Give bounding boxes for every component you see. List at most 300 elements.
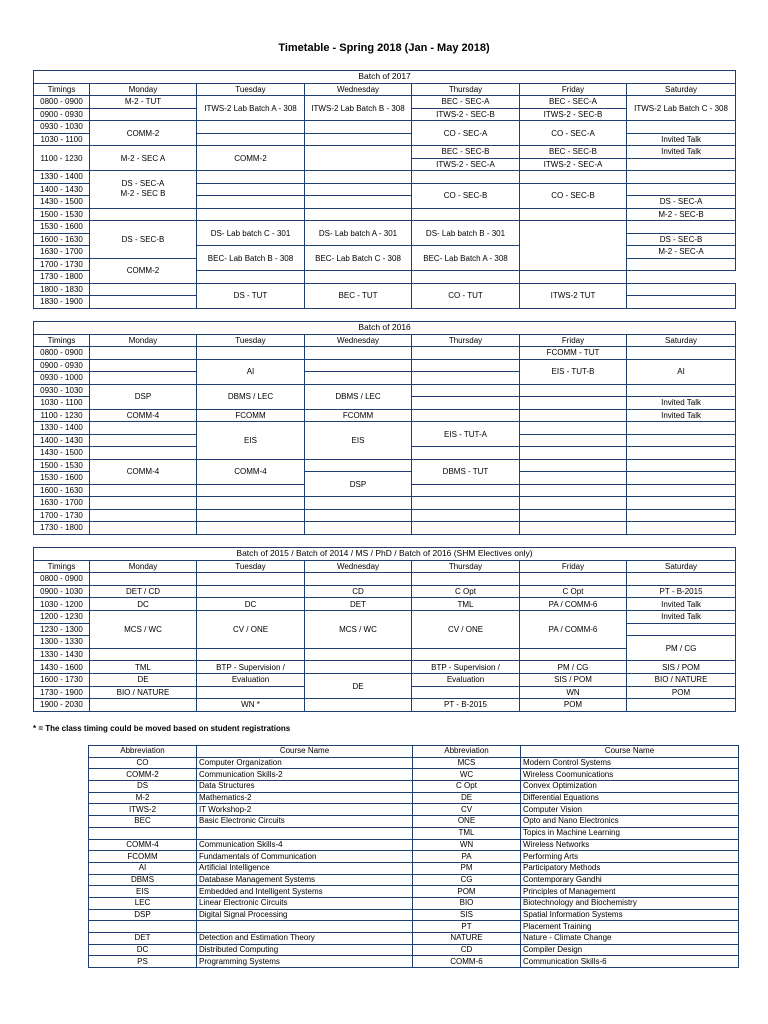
class-cell: BEC- Lab Batch C - 308 [305,246,412,271]
empty-cell [520,472,627,485]
course-name: Data Structures [197,781,413,793]
empty-cell [412,347,520,360]
class-cell: Invited Talk [627,146,736,159]
empty-cell [627,434,736,447]
col-header: Saturday [627,83,736,96]
class-cell: CO - SEC-A [412,121,520,146]
empty-cell [412,384,520,397]
class-cell: DS - SEC-A [627,196,736,209]
empty-cell [197,121,305,134]
table-row [89,839,739,851]
timing-cell: 0900 - 0930 [34,359,90,372]
class-cell: POM [520,699,627,712]
class-cell: FCOMM [305,409,412,422]
empty-cell [627,522,736,535]
class-cell: DET / CD [90,585,197,598]
class-cell: Evaluation [412,673,520,686]
class-cell: PM / CG [520,661,627,674]
empty-cell [197,648,305,661]
timing-cell: 1100 - 1230 [34,146,90,171]
empty-cell [627,484,736,497]
abbreviation: M-2 [89,792,197,804]
abbreviation: AI [89,862,197,874]
table-row [89,769,739,781]
course-name: IT Workshop-2 [197,804,413,816]
course-name: Opto and Nano Electronics [521,816,739,828]
class-cell: ITWS-2 Lab Batch B - 308 [305,96,412,121]
empty-cell [520,509,627,522]
class-line: DS - SEC-A M-2 - SEC B [120,179,166,199]
empty-cell [520,459,627,472]
empty-cell [412,409,520,422]
course-name: Spatial Information Systems [521,909,739,921]
class-cell: FCOMM - TUT [520,347,627,360]
table-row [89,933,739,945]
empty-cell [627,171,736,184]
abbreviation: FCOMM [89,851,197,863]
col-header: Saturday [627,560,736,573]
abbreviation: DE [413,792,521,804]
class-cell: EIS [197,422,305,460]
class-cell: DBMS - TUT [412,459,520,484]
abbreviation: DET [89,933,197,945]
abbreviation: TML [413,827,521,839]
class-cell: PM / CG [627,636,736,661]
class-cell: C Opt [412,585,520,598]
table-row [89,897,739,909]
abbreviation: BEC [89,816,197,828]
empty-cell [90,296,197,309]
class-cell: COMM-2 [90,258,197,283]
timing-cell: 0930 - 1000 [34,372,90,385]
class-cell: BIO / NATURE [627,673,736,686]
class-cell: BEC - TUT [305,283,412,308]
empty-cell [520,271,627,284]
timing-cell: 1600 - 1730 [34,673,90,686]
table-row [89,921,739,933]
empty-cell [305,359,412,372]
class-cell: ITWS-2 - SEC-A [520,158,627,171]
abbreviation: SIS [413,909,521,921]
empty-cell [305,208,412,221]
abbreviation: LEC [89,897,197,909]
timing-cell: 1800 - 1830 [34,283,90,296]
empty-cell [305,121,412,134]
empty-cell [90,484,197,497]
empty-cell [520,208,627,221]
class-cell: DS- Lab batch C - 301 [197,221,305,246]
course-name: Detection and Estimation Theory [197,933,413,945]
course-name: Communication Skills-4 [197,839,413,851]
class-cell: DBMS / LEC [197,384,305,409]
empty-cell [627,699,736,712]
table-row [89,909,739,921]
class-cell: DS - SEC-B [627,233,736,246]
batch-title: Batch of 2017 [34,71,736,84]
class-cell: DBMS / LEC [305,384,412,409]
page-title: Timetable - Spring 2018 (Jan - May 2018) [278,42,490,54]
course-name: Fundamentals of Communication [197,851,413,863]
abbreviation: CD [413,944,521,956]
class-cell: CO - SEC-A [520,121,627,146]
abbr-header: Abbreviation [89,746,197,758]
course-name: Database Management Systems [197,874,413,886]
class-cell: CO - SEC-B [412,183,520,208]
empty-cell [90,283,197,296]
timing-cell: 1430 - 1600 [34,661,90,674]
class-cell: COMM-4 [197,459,305,484]
timing-cell: 1630 - 1700 [34,246,90,259]
course-name: Biotechnology and Biochemistry [521,897,739,909]
timing-cell: 1600 - 1630 [34,484,90,497]
course-name: Contemporary Gandhi [521,874,739,886]
class-cell: CV / ONE [412,610,520,648]
class-cell: PT - B-2015 [412,699,520,712]
empty-cell [412,397,520,410]
timing-cell: 1500 - 1530 [34,459,90,472]
batch-title: Batch of 2015 / Batch of 2014 / MS / PhD / Batch of 2016 (SHM Electives only) [34,548,736,561]
course-name: Linear Electronic Circuits [197,897,413,909]
empty-cell [90,648,197,661]
empty-cell [627,509,736,522]
class-cell: BTP - Supervision / [197,661,305,674]
course-name: Distributed Computing [197,944,413,956]
class-cell: SIS / POM [627,661,736,674]
table-row [89,886,739,898]
col-header: Thursday [412,83,520,96]
timetable-batch-2017 [33,70,736,309]
class-cell: DE [90,673,197,686]
abbreviation: DBMS [89,874,197,886]
abbreviation: POM [413,886,521,898]
empty-cell [305,648,412,661]
col-header: Tuesday [197,334,305,347]
empty-cell [520,409,627,422]
empty-cell [90,108,197,121]
abbreviation: MCS [413,757,521,769]
timing-cell: 1530 - 1600 [34,221,90,234]
course-name: Communication Skills-2 [197,769,413,781]
class-cell: DC [90,598,197,611]
empty-cell [412,648,520,661]
abbr-header: Course Name [521,746,739,758]
table-row [89,851,739,863]
empty-cell [90,208,197,221]
abbreviation: WC [413,769,521,781]
timing-cell: 0800 - 0900 [34,347,90,360]
course-name: Computer Organization [197,757,413,769]
class-cell: Invited Talk [627,598,736,611]
col-header: Monday [90,560,197,573]
class-cell: Invited Talk [627,397,736,410]
abbreviation: BIO [413,897,521,909]
abbreviation: ONE [413,816,521,828]
empty-cell [197,686,305,699]
timing-cell: 1730 - 1800 [34,271,90,284]
abbreviation: C Opt [413,781,521,793]
abbreviation: NATURE [413,933,521,945]
empty-cell [305,661,412,674]
class-cell: BEC - SEC-B [520,146,627,159]
course-name: Topics in Machine Learning [521,827,739,839]
timing-cell: 1430 - 1500 [34,196,90,209]
timing-cell: 1100 - 1230 [34,409,90,422]
class-cell: M-2 - TUT [90,96,197,109]
col-header: Thursday [412,560,520,573]
class-cell: Evaluation [197,673,305,686]
abbreviation: WN [413,839,521,851]
col-header: Timings [34,560,90,573]
empty-cell [197,196,305,209]
col-header: Saturday [627,334,736,347]
timing-cell: 1400 - 1430 [34,183,90,196]
course-name: Digital Signal Processing [197,909,413,921]
empty-cell [627,447,736,460]
empty-cell [412,509,520,522]
timing-cell: 1830 - 1900 [34,296,90,309]
timing-cell: 1300 - 1330 [34,636,90,649]
empty-cell [412,484,520,497]
class-cell: CO - SEC-B [520,183,627,208]
empty-cell [90,447,197,460]
empty-cell [305,509,412,522]
empty-cell [627,121,736,134]
abbreviation: DSP [89,909,197,921]
class-cell: ITWS-2 - SEC-B [412,108,520,121]
batch-title: Batch of 2016 [34,322,736,335]
empty-cell [627,221,736,234]
empty-cell [305,699,412,712]
course-name: Embedded and Intelligent Systems [197,886,413,898]
class-cell: M-2 - SEC-A [627,246,736,259]
class-cell: TML [90,661,197,674]
table-row [89,827,739,839]
abbreviation: EIS [89,886,197,898]
empty-cell [520,422,627,435]
empty-cell [305,347,412,360]
class-cell: DS - SEC-B [90,221,197,259]
empty-cell [197,208,305,221]
timing-cell: 0800 - 0900 [34,573,90,586]
course-name: Artificial Intelligence [197,862,413,874]
empty-cell [305,146,412,171]
col-header: Friday [520,560,627,573]
class-cell: COMM-2 [90,121,197,146]
empty-cell [520,522,627,535]
empty-cell [627,258,736,271]
empty-cell [305,196,412,209]
empty-cell [412,208,520,221]
empty-cell [520,497,627,510]
timing-note: * = The class timing could be moved based on student registrations [33,724,291,733]
col-header: Wednesday [305,560,412,573]
empty-cell [627,347,736,360]
timing-cell: 1330 - 1400 [34,422,90,435]
empty-cell [412,447,520,460]
empty-cell [627,296,736,309]
empty-cell [305,183,412,196]
abbreviation [89,827,197,839]
timing-cell: 1500 - 1530 [34,208,90,221]
class-cell: Invited Talk [627,610,736,623]
empty-cell [90,522,197,535]
timing-cell: 1030 - 1200 [34,598,90,611]
empty-cell [412,271,520,284]
empty-cell [520,648,627,661]
class-cell: M-2 - SEC A [90,146,197,171]
class-cell: DET [305,598,412,611]
class-cell: WN * [197,699,305,712]
course-name: Principles of Management [521,886,739,898]
empty-cell [305,271,412,284]
course-name: Mathematics-2 [197,792,413,804]
class-cell: PA / COMM-6 [520,610,627,648]
empty-cell [520,434,627,447]
class-cell: DSP [90,384,197,409]
abbreviation: COMM-2 [89,769,197,781]
timing-cell: 1730 - 1900 [34,686,90,699]
table-row [89,781,739,793]
empty-cell [197,133,305,146]
empty-cell [627,283,736,296]
abbreviation: COMM-4 [89,839,197,851]
empty-cell [412,497,520,510]
abbreviation: DC [89,944,197,956]
empty-cell [627,573,736,586]
class-cell: DE [305,673,412,698]
class-cell: BEC - SEC-A [520,96,627,109]
table-row [89,792,739,804]
empty-cell [520,573,627,586]
class-cell: SIS / POM [520,673,627,686]
course-name: Differential Equations [521,792,739,804]
abbreviation: CV [413,804,521,816]
col-header: Friday [520,334,627,347]
abbreviation: CG [413,874,521,886]
timing-cell: 1600 - 1630 [34,233,90,246]
col-header: Monday [90,334,197,347]
timing-cell: 0930 - 1030 [34,384,90,397]
empty-cell [305,133,412,146]
col-header: Friday [520,83,627,96]
empty-cell [412,522,520,535]
class-cell: EIS - TUT-B [520,359,627,384]
abbreviation: COMM-6 [413,956,521,968]
empty-cell [520,221,627,271]
class-cell: DSP [305,472,412,497]
class-cell: DS- Lab batch A - 301 [305,221,412,246]
course-name: Participatory Methods [521,862,739,874]
table-row [89,804,739,816]
class-cell: M-2 - SEC-B [627,208,736,221]
class-cell: DS - TUT [197,283,305,308]
timing-cell: 1630 - 1700 [34,497,90,510]
empty-cell [627,422,736,435]
class-cell: BEC - SEC-B [412,146,520,159]
table-row [89,862,739,874]
empty-cell [90,509,197,522]
abbreviation: PS [89,956,197,968]
class-cell: POM [627,686,736,699]
empty-cell [305,372,412,385]
class-cell: CV / ONE [197,610,305,648]
col-header: Timings [34,334,90,347]
class-cell: FCOMM [197,409,305,422]
class-cell [90,171,197,209]
timing-cell: 1030 - 1100 [34,133,90,146]
abbr-header: Abbreviation [413,746,521,758]
course-name: Programming Systems [197,956,413,968]
class-cell: BEC - SEC-A [412,96,520,109]
empty-cell [197,573,305,586]
timing-cell: 0900 - 1030 [34,585,90,598]
col-header: Monday [90,83,197,96]
empty-cell [627,158,736,171]
col-header: Tuesday [197,83,305,96]
class-cell: ITWS-2 TUT [520,283,627,308]
col-header: Timings [34,83,90,96]
table-row [89,757,739,769]
course-name: Wireless Coomunications [521,769,739,781]
empty-cell [412,686,520,699]
class-cell: COMM-4 [90,409,197,422]
abbreviation: PM [413,862,521,874]
empty-cell [305,522,412,535]
table-row [89,874,739,886]
abbreviation [89,921,197,933]
class-cell: ITWS-2 - SEC-A [412,158,520,171]
class-cell: C Opt [520,585,627,598]
empty-cell [197,271,305,284]
course-name: Convex Optimization [521,781,739,793]
class-cell: PA / COMM-6 [520,598,627,611]
empty-cell [627,472,736,485]
class-cell: BEC- Lab Batch A - 308 [412,246,520,271]
class-cell: WN [520,686,627,699]
empty-cell [197,522,305,535]
abbreviation-table [88,745,739,968]
empty-cell [520,484,627,497]
class-cell: BIO / NATURE [90,686,197,699]
class-cell: ITWS-2 Lab Batch C - 308 [627,96,736,121]
course-name [197,921,413,933]
timing-cell: 1200 - 1230 [34,610,90,623]
abbr-header: Course Name [197,746,413,758]
timing-cell: 1030 - 1100 [34,397,90,410]
timing-cell: 1730 - 1800 [34,522,90,535]
empty-cell [90,573,197,586]
col-header: Thursday [412,334,520,347]
course-name: Performing Arts [521,851,739,863]
class-cell: EIS - TUT-A [412,422,520,447]
timing-cell: 1400 - 1430 [34,434,90,447]
empty-cell [197,585,305,598]
empty-cell [197,171,305,184]
class-cell: CO - TUT [412,283,520,308]
class-cell: DS- Lab batch B - 301 [412,221,520,246]
course-name: Nature - Climate Change [521,933,739,945]
class-cell: MCS / WC [90,610,197,648]
timing-cell: 1530 - 1600 [34,472,90,485]
empty-cell [90,434,197,447]
empty-cell [90,699,197,712]
class-cell: TML [412,598,520,611]
empty-cell [627,183,736,196]
empty-cell [520,171,627,184]
timing-cell: 1900 - 2030 [34,699,90,712]
timing-cell: 1700 - 1730 [34,258,90,271]
abbreviation: ITWS-2 [89,804,197,816]
